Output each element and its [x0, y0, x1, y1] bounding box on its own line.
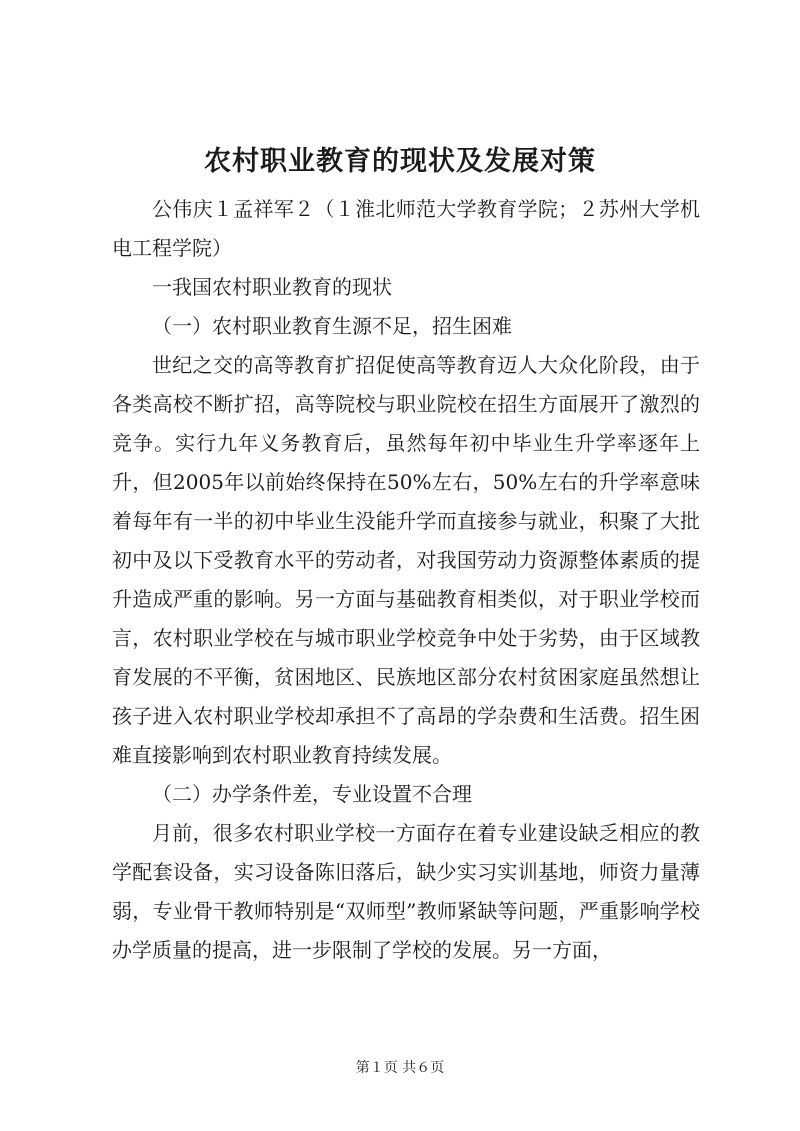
paragraph-2: 月前，很多农村职业学校一方面存在着专业建设缺乏相应的教学配套设备，实习设备陈旧落后，缺少实习实训基地，师资力量薄弱，专业骨干教师特别是“双师型”教师紧缺等问题，严重影响学校办学质量的提高，进一步限制了学校的发展。另一方面， [112, 821, 700, 962]
subsection-heading-2: （二）办学条件差，专业设置不合理 [152, 782, 472, 806]
authors-line: 公伟庆１孟祥军２（１淮北师范大学教育学院；２苏州大学机电工程学院） [112, 197, 700, 260]
section-heading: 一我国农村职业教育的现状 [152, 275, 392, 299]
subsection-heading-1: （一）农村职业教育生源不足，招生困难 [152, 314, 512, 338]
paragraph-1: 世纪之交的高等教育扩招促使高等教育迈人大众化阶段，由于各类高校不断扩招，高等院校与职业院校在招生方面展开了激烈的竞争。实行九年义务教育后，虽然每年初中毕业生升学率逐年上升，但2005年以前始终保持在50%左右，50%左右的升学率意味着每年有一半的初中毕业生没能升学而直接参与就业，积聚了大批初中及以下受教育水平的劳动者，对我国劳动力资源整体素质的提升造成严重的影响。另一方面与基础教育相类似，对于职业学校而言，农村职业学校在与城市职业学校竞争中处于劣势，由于区域教育发展的不平衡，贫困地区、民族地区部分农村贫困家庭虽然想让孩子进入农村职业学校却承担不了高昂的学杂费和生活费。招生困难直接影响到农村职业教育持续发展。 [112, 353, 700, 767]
document-title: 农村职业教育的现状及发展对策 [204, 146, 596, 177]
document-body [112, 190, 700, 970]
page-footer: 第１页 共６页 [355, 1060, 445, 1076]
